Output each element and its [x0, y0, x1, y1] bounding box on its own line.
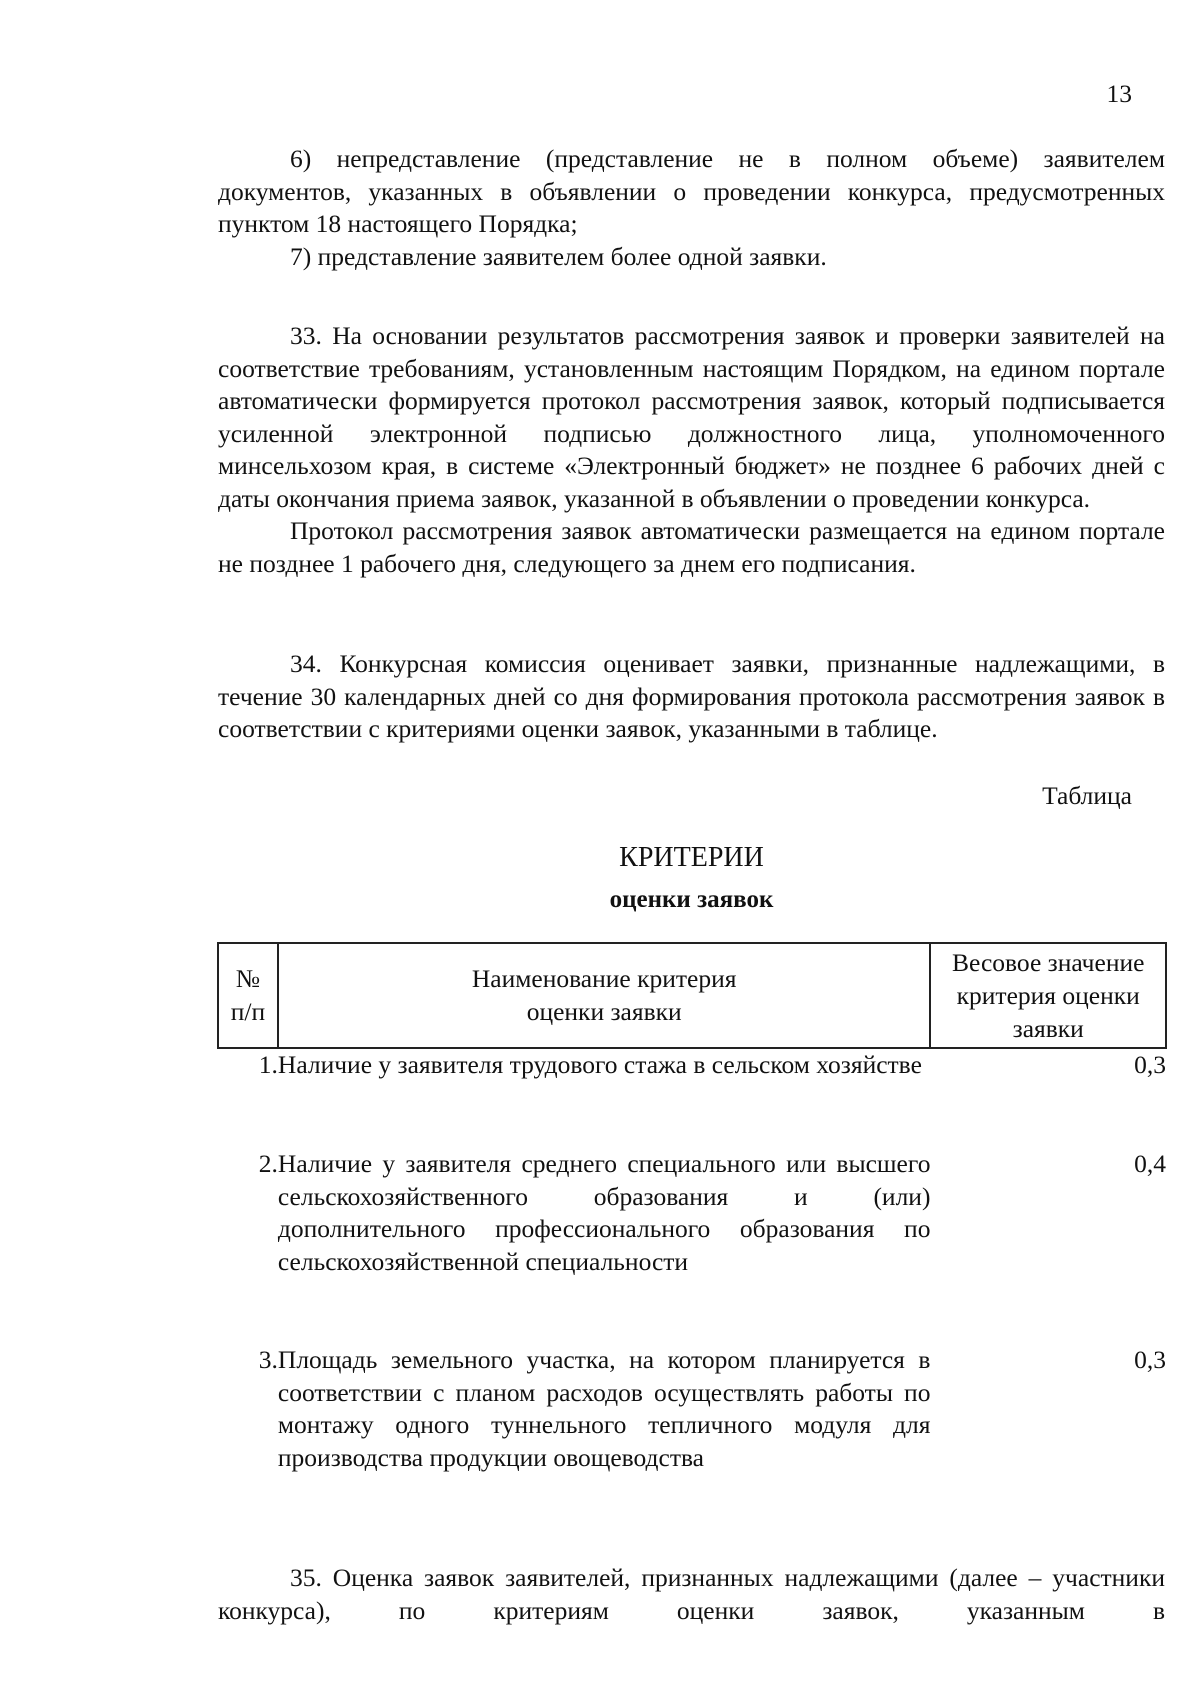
row-criterion: Площадь земельного участка, на котором планируется в соответствии с планом расходов осуществлять работы по монтажу одного туннельного тепличного модуля для производства продукции овощеводства — [277, 1345, 931, 1472]
intro-item-7: 7) представление заявителем более одной заявки. — [290, 241, 827, 271]
header-weight-line1: Весовое значение — [952, 948, 1145, 977]
row-number: 3. — [258, 1345, 278, 1374]
row-weight: 0,3 — [1134, 1345, 1166, 1374]
header-weight-line3: заявки — [1012, 1014, 1084, 1043]
table-row — [218, 1048, 1166, 1148]
header-name-line2: оценки заявки — [526, 996, 682, 1026]
row-weight: 0,3 — [1134, 1050, 1166, 1079]
intro-items — [218, 143, 1165, 273]
paragraph-33 — [218, 320, 1165, 580]
criteria-table — [217, 942, 1167, 1540]
paragraph-33-text: 33. На основании результатов рассмотрения заявок и проверки заявителей на соответствие требованиям, установленным настоящим Порядком, на едином портале автоматически формируется протокол рассмотрения заявок, который подписывается усиленной электронной подписью должностного лица, уполномоченного минсельхозом края, в системе «Электронный бюджет» не позднее 6 рабочих дней с даты окончания приема заявок, указанной в объявлении о проведении конкурса. — [218, 321, 1165, 513]
paragraph-35 — [218, 1562, 1165, 1627]
paragraph-33-protocol: Протокол рассмотрения заявок автоматически размещается на едином портале не позднее 1 рабочего дня, следующего за днем его подписания. — [218, 516, 1165, 578]
page-number: 13 — [1106, 79, 1132, 108]
intro-item-6: 6) непредставление (представление не в полном объеме) заявителем документов, указанных в объявлении о проведении конкурса, предусмотренных пунктом 18 настоящего Порядка; — [218, 144, 1165, 238]
table-label: Таблица — [1042, 781, 1132, 810]
criteria-table-header — [218, 943, 1166, 1048]
row-number: 1. — [258, 1050, 278, 1079]
table-title: КРИТЕРИИ — [619, 842, 764, 873]
paragraph-34 — [218, 648, 1165, 746]
row-weight: 0,4 — [1134, 1149, 1166, 1178]
header-name-line1: Наименование критерия — [471, 964, 737, 993]
row-criterion: Наличие у заявителя среднего специального или высшего сельскохозяйственного образования и (или) дополнительного профессионального образования по сельскохозяйственной специальности — [277, 1149, 931, 1276]
header-weight-line2: критерия оценки — [956, 981, 1140, 1010]
table-subtitle: оценки заявок — [609, 886, 774, 913]
row-number: 2. — [258, 1149, 278, 1178]
header-name — [278, 943, 931, 1048]
header-number-line2: п/п — [230, 996, 266, 1026]
table-row — [218, 1148, 1166, 1344]
row-criterion: Наличие у заявителя трудового стажа в сельском хозяйстве — [277, 1050, 922, 1079]
header-number — [218, 943, 278, 1048]
header-weight — [930, 943, 1166, 1048]
table-row — [218, 1344, 1166, 1540]
paragraph-35-text: 35. Оценка заявок заявителей, признанных надлежащими (далее – участники конкурса), по критериям оценки заявок, указанным в — [218, 1563, 1165, 1625]
paragraph-34-text: 34. Конкурсная комиссия оценивает заявки, признанные надлежащими, в течение 30 календарных дней со дня формирования протокола рассмотрения заявок в соответствии с критериями оценки заявок, указанными в таблице. — [218, 649, 1165, 743]
header-number-line1: № — [235, 964, 261, 993]
